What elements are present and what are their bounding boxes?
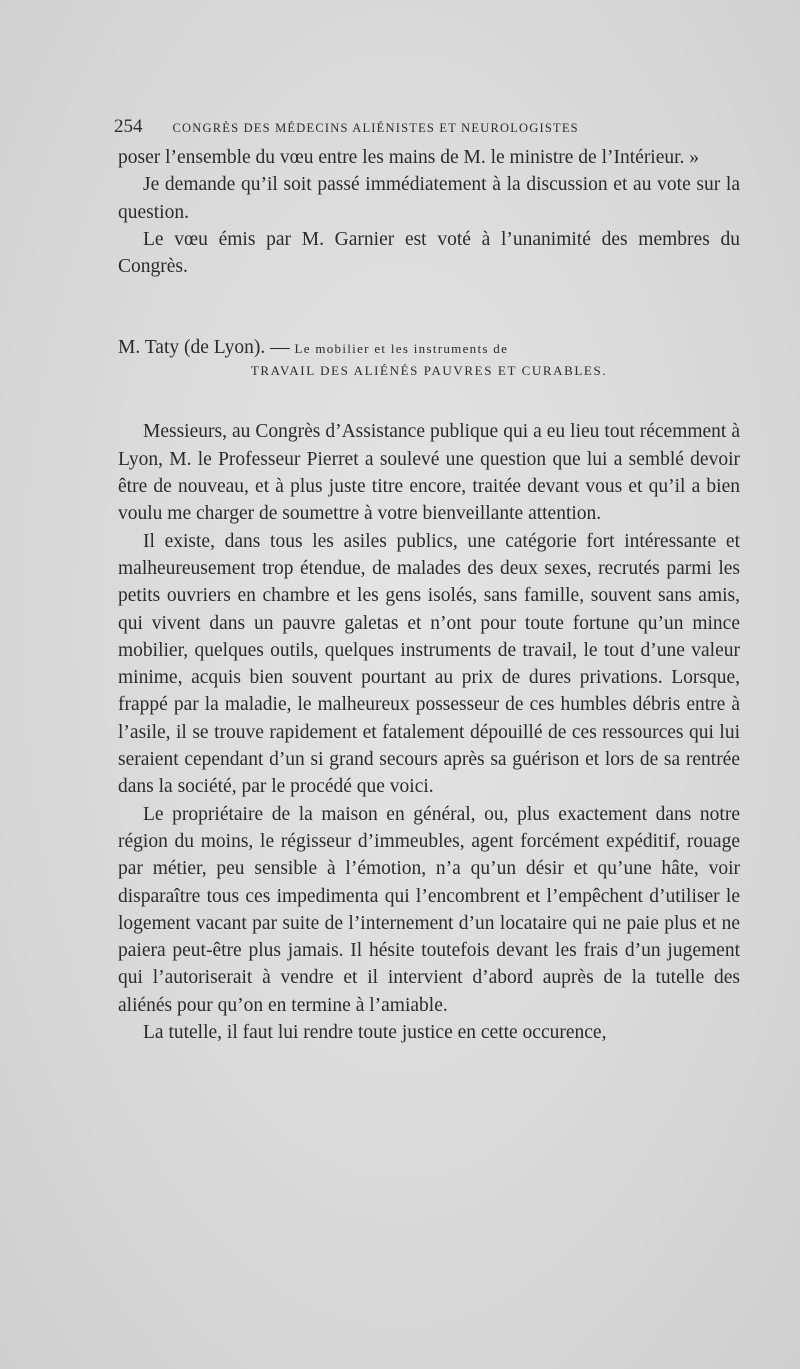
section-heading-line1	[118, 334, 740, 362]
paragraph-continuation: poser l’ensemble du vœu entre les mains de M. le ministre de l’Intérieur. »	[118, 147, 700, 168]
top-text-block	[118, 144, 740, 280]
paragraph: Le propriétaire de la maison en général, ou, plus exactement dans notre région du moins, le régisseur d’immeubles, agent forcément expéditif, rouage par métier, peu sensible à l’émotion, n’a qu’un désir et qu’une hâte, voir disparaître tous ces impedimenta qui l’encombrent et l’empêchent d’utiliser le logement vacant par suite de l’internement d’un locataire qui ne paie plus et ne paiera peut-être plus jamais. Il hésite toutefois devant les frais d’un jugement qui l’autoriserait à vendre et il intervient d’abord auprès de la tutelle des aliénés pour qu’on en termine à l’amiable.	[118, 803, 740, 1016]
section-heading	[118, 334, 740, 382]
page-number: 254	[114, 116, 143, 137]
paragraph: Je demande qu’il soit passé immédiatement à la discussion et au vote sur la question.	[118, 174, 740, 223]
paragraph: La tutelle, il faut lui rendre toute justice en cette occurence,	[143, 1022, 607, 1044]
running-head-title: CONGRÈS DES MÉDECINS ALIÉNISTES ET NEUROLOGISTES	[172, 121, 579, 135]
running-head	[114, 116, 740, 144]
paragraph: Il existe, dans tous les asiles publics, une catégorie fort intéressante et malheureusement trop étendue, de malades des deux sexes, recrutés parmi les petits ouvriers en chambre et les gens isolés, sans famille, souvent sans amis, qui vivent dans un pauvre galetas et n’ont pour toute fortune qu’un mince mobilier, quelques outils, quelques instruments de travail, le tout d’une valeur minime, acquis bien souvent pourtant au prix de dures privations. Lorsque, frappé par la maladie, le malheureux possesseur de ces humbles débris entre à l’asile, il se trouve rapidement et fatalement dépouillé de ces ressources qui lui seraient cependant d’un si grand secours après sa guérison et lors de sa rentrée dans la société, par le procédé que voici.	[118, 530, 740, 798]
book-page	[114, 116, 740, 1046]
section-title-part2: TRAVAIL DES ALIÉNÉS PAUVRES ET CURABLES.	[250, 363, 608, 379]
paragraph: Messieurs, au Congrès d’Assistance publique qui a eu lieu tout récemment à Lyon, M. le Professeur Pierret a soulevé une question que lui a semblé devoir être de nouveau, et à plus juste titre encore, traitée devant vous et qu’il a bien voulu me charger de soumettre à votre bienveillante attention.	[118, 421, 740, 525]
paragraph: Le vœu émis par M. Garnier est voté à l’unanimité des membres du Congrès.	[118, 228, 740, 278]
section-title-part1: Le mobilier et les instruments de	[294, 341, 509, 357]
speaker-name: M. Taty (de Lyon). —	[118, 337, 290, 359]
body-text-block	[118, 418, 740, 1046]
